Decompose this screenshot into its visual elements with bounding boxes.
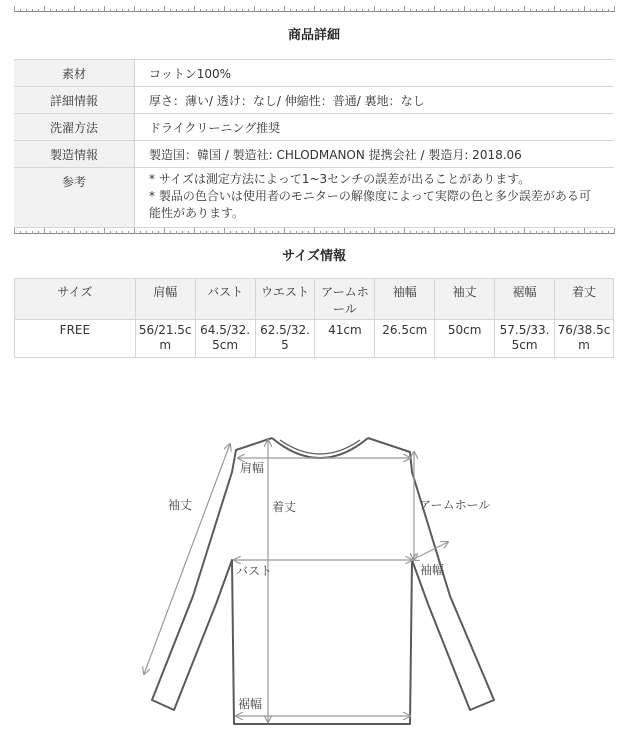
ruler-tick [362, 9, 363, 12]
ruler-tick [32, 231, 33, 234]
ruler-tick [50, 231, 51, 234]
ruler-tick [524, 6, 525, 12]
bust-label: バスト [236, 564, 273, 578]
ruler-tick [296, 9, 297, 12]
size-cell: 50cm [435, 320, 495, 358]
ruler-tick [398, 231, 399, 234]
size-table [14, 278, 614, 358]
ruler-tick [86, 231, 87, 234]
ruler-tick [182, 231, 183, 234]
armhole-label: アームホール [419, 498, 491, 512]
ruler-tick [146, 9, 147, 12]
ruler-tick [20, 231, 21, 234]
ruler-tick [26, 9, 27, 12]
sleeve-length-label: 袖丈 [168, 498, 193, 512]
ruler-tick [560, 9, 561, 12]
ruler-tick [392, 231, 393, 234]
ruler-tick [416, 231, 417, 234]
shirt-outline [152, 438, 494, 724]
ruler-tick [74, 6, 75, 12]
ruler-tick [542, 9, 543, 12]
ruler-tick [122, 9, 123, 12]
ruler-tick [62, 231, 63, 234]
ruler-tick [272, 231, 273, 234]
ruler-tick [152, 231, 153, 234]
ruler-tick [548, 9, 549, 12]
ruler-tick [128, 231, 129, 234]
ruler-tick [488, 9, 489, 12]
detail-label: 詳細情報 [14, 87, 135, 114]
ruler-tick [464, 6, 465, 12]
ruler-tick [548, 231, 549, 234]
size-cell: 62.5/32.5 [255, 320, 315, 358]
ruler-tick [440, 231, 441, 234]
ruler-tick [248, 9, 249, 12]
ruler-tick [92, 9, 93, 12]
ruler-tick [542, 231, 543, 234]
ruler-tick [14, 228, 15, 234]
hem-label: 裾幅 [238, 697, 263, 711]
top-ruler [14, 6, 614, 12]
note-line: 能性があります。 [149, 206, 245, 220]
ruler-tick [206, 9, 207, 12]
ruler-tick [50, 9, 51, 12]
ruler-tick [584, 6, 585, 12]
ruler-tick [314, 228, 315, 234]
size-header-cell: 袖幅 [375, 279, 435, 320]
ruler-tick [578, 9, 579, 12]
ruler-tick [482, 9, 483, 12]
ruler-tick [428, 9, 429, 12]
ruler-tick [284, 6, 285, 12]
ruler-tick [566, 9, 567, 12]
ruler-tick [56, 231, 57, 234]
ruler-tick [68, 231, 69, 234]
ruler-tick [278, 231, 279, 234]
ruler-tick [320, 231, 321, 234]
ruler-tick [116, 231, 117, 234]
size-cell: 76/38.5cm [555, 320, 614, 358]
detail-row-washing [14, 114, 614, 141]
ruler-tick [458, 9, 459, 12]
ruler-tick [218, 231, 219, 234]
ruler-tick [440, 9, 441, 12]
ruler-tick [512, 231, 513, 234]
ruler-tick [80, 9, 81, 12]
ruler-tick [530, 231, 531, 234]
ruler-tick [230, 231, 231, 234]
ruler-tick [152, 9, 153, 12]
ruler-tick [614, 228, 615, 234]
size-header-row [15, 279, 614, 320]
ruler-tick [500, 231, 501, 234]
ruler-tick [404, 228, 405, 234]
size-cell: FREE [15, 320, 136, 358]
ruler-tick [158, 231, 159, 234]
ruler-tick [74, 228, 75, 234]
garment-diagram [0, 420, 628, 746]
ruler-tick [500, 9, 501, 12]
ruler-tick [104, 228, 105, 234]
ruler-tick [32, 9, 33, 12]
ruler-tick [356, 231, 357, 234]
ruler-tick [476, 231, 477, 234]
size-header-cell: 袖丈 [435, 279, 495, 320]
size-cell: 64.5/32.5cm [195, 320, 255, 358]
ruler-tick [134, 228, 135, 234]
ruler-tick [356, 9, 357, 12]
ruler-tick [272, 9, 273, 12]
ruler-tick [92, 231, 93, 234]
ruler-tick [176, 9, 177, 12]
ruler-tick [98, 9, 99, 12]
detail-label: 参考 [14, 168, 135, 228]
ruler-tick [278, 9, 279, 12]
ruler-tick [338, 231, 339, 234]
ruler-tick [374, 6, 375, 12]
ruler-tick [410, 231, 411, 234]
detail-value: コットン100% [135, 60, 615, 87]
ruler-tick [374, 228, 375, 234]
ruler-tick [446, 231, 447, 234]
size-header-cell: バスト [195, 279, 255, 320]
shoulder-label: 肩幅 [240, 461, 265, 475]
size-cell: 26.5cm [375, 320, 435, 358]
ruler-tick [602, 9, 603, 12]
detail-value: 製造国：韓国 / 製造社: CHLODMANON 提携会社 / 製造月: 2018.06 [135, 141, 615, 168]
ruler-tick [464, 228, 465, 234]
detail-row-manufacture [14, 141, 614, 168]
size-header-cell: 着丈 [555, 279, 614, 320]
ruler-tick [164, 6, 165, 12]
ruler-tick [260, 231, 261, 234]
ruler-tick [554, 228, 555, 234]
ruler-tick [56, 9, 57, 12]
ruler-tick [158, 9, 159, 12]
ruler-tick [608, 231, 609, 234]
length-label: 着丈 [272, 500, 297, 514]
ruler-tick [416, 9, 417, 12]
ruler-tick [212, 9, 213, 12]
ruler-tick [230, 9, 231, 12]
product-details-title: 商品詳細 [287, 28, 340, 43]
ruler-tick [326, 9, 327, 12]
ruler-tick [482, 231, 483, 234]
ruler-tick [266, 9, 267, 12]
ruler-tick [236, 231, 237, 234]
size-header-cell: 裾幅 [495, 279, 555, 320]
sleeve-width-arrow [412, 542, 448, 560]
sleeve-length-arrow [144, 444, 230, 674]
ruler-tick [560, 231, 561, 234]
ruler-tick [584, 228, 585, 234]
ruler-tick [590, 9, 591, 12]
ruler-tick [596, 9, 597, 12]
ruler-tick [248, 231, 249, 234]
ruler-tick [494, 6, 495, 12]
shirt-body [152, 438, 494, 724]
middle-ruler [14, 228, 614, 234]
ruler-tick [284, 228, 285, 234]
ruler-tick [614, 6, 615, 12]
ruler-tick [200, 9, 201, 12]
detail-notes [135, 168, 615, 228]
ruler-tick [536, 231, 537, 234]
ruler-tick [128, 9, 129, 12]
ruler-tick [506, 9, 507, 12]
ruler-tick [434, 228, 435, 234]
ruler-tick [62, 9, 63, 12]
size-header-cell: ウエスト [255, 279, 315, 320]
ruler-tick [326, 231, 327, 234]
ruler-tick [170, 9, 171, 12]
ruler-tick [200, 231, 201, 234]
ruler-tick [308, 231, 309, 234]
size-info-title: サイズ情報 [282, 249, 346, 264]
ruler-tick [398, 9, 399, 12]
ruler-tick [566, 231, 567, 234]
ruler-tick [362, 231, 363, 234]
ruler-tick [188, 9, 189, 12]
ruler-tick [290, 231, 291, 234]
product-details-table [14, 59, 614, 228]
ruler-tick [338, 9, 339, 12]
ruler-tick [344, 6, 345, 12]
ruler-tick [146, 231, 147, 234]
ruler-tick [452, 231, 453, 234]
size-header-cell: アームホール [315, 279, 375, 320]
ruler-tick [578, 231, 579, 234]
ruler-tick [44, 228, 45, 234]
detail-row-notes [14, 168, 614, 228]
ruler-tick [104, 6, 105, 12]
size-header-cell: サイズ [15, 279, 136, 320]
ruler-tick [350, 9, 351, 12]
ruler-tick [194, 6, 195, 12]
ruler-tick [380, 231, 381, 234]
sleeve-width-label: 袖幅 [420, 563, 445, 577]
ruler-tick [224, 228, 225, 234]
ruler-tick [332, 9, 333, 12]
ruler-tick [488, 231, 489, 234]
detail-label: 製造情報 [14, 141, 135, 168]
ruler-tick [98, 231, 99, 234]
ruler-tick [518, 231, 519, 234]
ruler-tick [422, 9, 423, 12]
ruler-tick [572, 9, 573, 12]
ruler-tick [572, 231, 573, 234]
ruler-tick [452, 9, 453, 12]
ruler-tick [446, 9, 447, 12]
ruler-tick [470, 231, 471, 234]
ruler-tick [182, 9, 183, 12]
ruler-tick [134, 6, 135, 12]
ruler-tick [428, 231, 429, 234]
ruler-tick [410, 9, 411, 12]
ruler-tick [122, 231, 123, 234]
ruler-tick [206, 231, 207, 234]
ruler-tick [314, 6, 315, 12]
ruler-tick [44, 6, 45, 12]
ruler-tick [308, 9, 309, 12]
ruler-tick [518, 9, 519, 12]
ruler-tick [386, 231, 387, 234]
ruler-tick [254, 6, 255, 12]
ruler-tick [194, 228, 195, 234]
ruler-tick [302, 231, 303, 234]
ruler-tick [236, 9, 237, 12]
ruler-tick [554, 6, 555, 12]
ruler-tick [86, 9, 87, 12]
ruler-tick [512, 9, 513, 12]
ruler-tick [332, 231, 333, 234]
ruler-tick [524, 228, 525, 234]
ruler-tick [530, 9, 531, 12]
ruler-tick [344, 228, 345, 234]
ruler-tick [140, 231, 141, 234]
ruler-tick [176, 231, 177, 234]
ruler-tick [590, 231, 591, 234]
ruler-tick [368, 231, 369, 234]
ruler-tick [320, 9, 321, 12]
measure-lines [144, 440, 448, 722]
ruler-tick [164, 228, 165, 234]
ruler-tick [218, 9, 219, 12]
ruler-tick [110, 231, 111, 234]
size-cell: 56/21.5cm [135, 320, 195, 358]
ruler-tick [254, 228, 255, 234]
ruler-tick [170, 231, 171, 234]
detail-row-material [14, 60, 614, 87]
ruler-tick [68, 9, 69, 12]
ruler-tick [380, 9, 381, 12]
ruler-tick [296, 231, 297, 234]
ruler-tick [110, 9, 111, 12]
detail-value: 厚さ：薄い/ 透け：なし/ 伸縮性：普通/ 裏地：なし [135, 87, 615, 114]
note-line: * 製品の色合いは使用者のモニターの解像度によって実際の色と多少誤差がある可 [149, 189, 591, 203]
ruler-tick [596, 231, 597, 234]
ruler-tick [188, 231, 189, 234]
ruler-tick [20, 9, 21, 12]
ruler-tick [602, 231, 603, 234]
ruler-tick [266, 231, 267, 234]
ruler-tick [26, 231, 27, 234]
ruler-tick [476, 9, 477, 12]
ruler-tick [422, 231, 423, 234]
ruler-tick [242, 9, 243, 12]
ruler-tick [368, 9, 369, 12]
ruler-tick [14, 6, 15, 12]
size-header-cell: 肩幅 [135, 279, 195, 320]
ruler-tick [458, 231, 459, 234]
ruler-tick [608, 9, 609, 12]
ruler-tick [506, 231, 507, 234]
ruler-tick [38, 231, 39, 234]
ruler-tick [224, 6, 225, 12]
ruler-tick [404, 6, 405, 12]
note-line: * サイズは測定方法によって1~3センチの誤差が出ることがあります。 [149, 172, 531, 186]
ruler-tick [350, 231, 351, 234]
detail-row-info [14, 87, 614, 114]
ruler-tick [302, 9, 303, 12]
size-row [15, 320, 614, 358]
ruler-tick [386, 9, 387, 12]
ruler-tick [290, 9, 291, 12]
ruler-tick [434, 6, 435, 12]
detail-label: 洗濯方法 [14, 114, 135, 141]
detail-value: ドライクリーニング推奨 [135, 114, 615, 141]
ruler-tick [470, 9, 471, 12]
neckline-icon [272, 438, 368, 458]
ruler-tick [392, 9, 393, 12]
size-cell: 57.5/33.5cm [495, 320, 555, 358]
ruler-tick [260, 9, 261, 12]
ruler-tick [116, 9, 117, 12]
ruler-tick [536, 9, 537, 12]
ruler-tick [212, 231, 213, 234]
ruler-tick [80, 231, 81, 234]
size-cell: 41cm [315, 320, 375, 358]
detail-label: 素材 [14, 60, 135, 87]
ruler-tick [140, 9, 141, 12]
ruler-tick [38, 9, 39, 12]
ruler-tick [242, 231, 243, 234]
ruler-tick [494, 228, 495, 234]
